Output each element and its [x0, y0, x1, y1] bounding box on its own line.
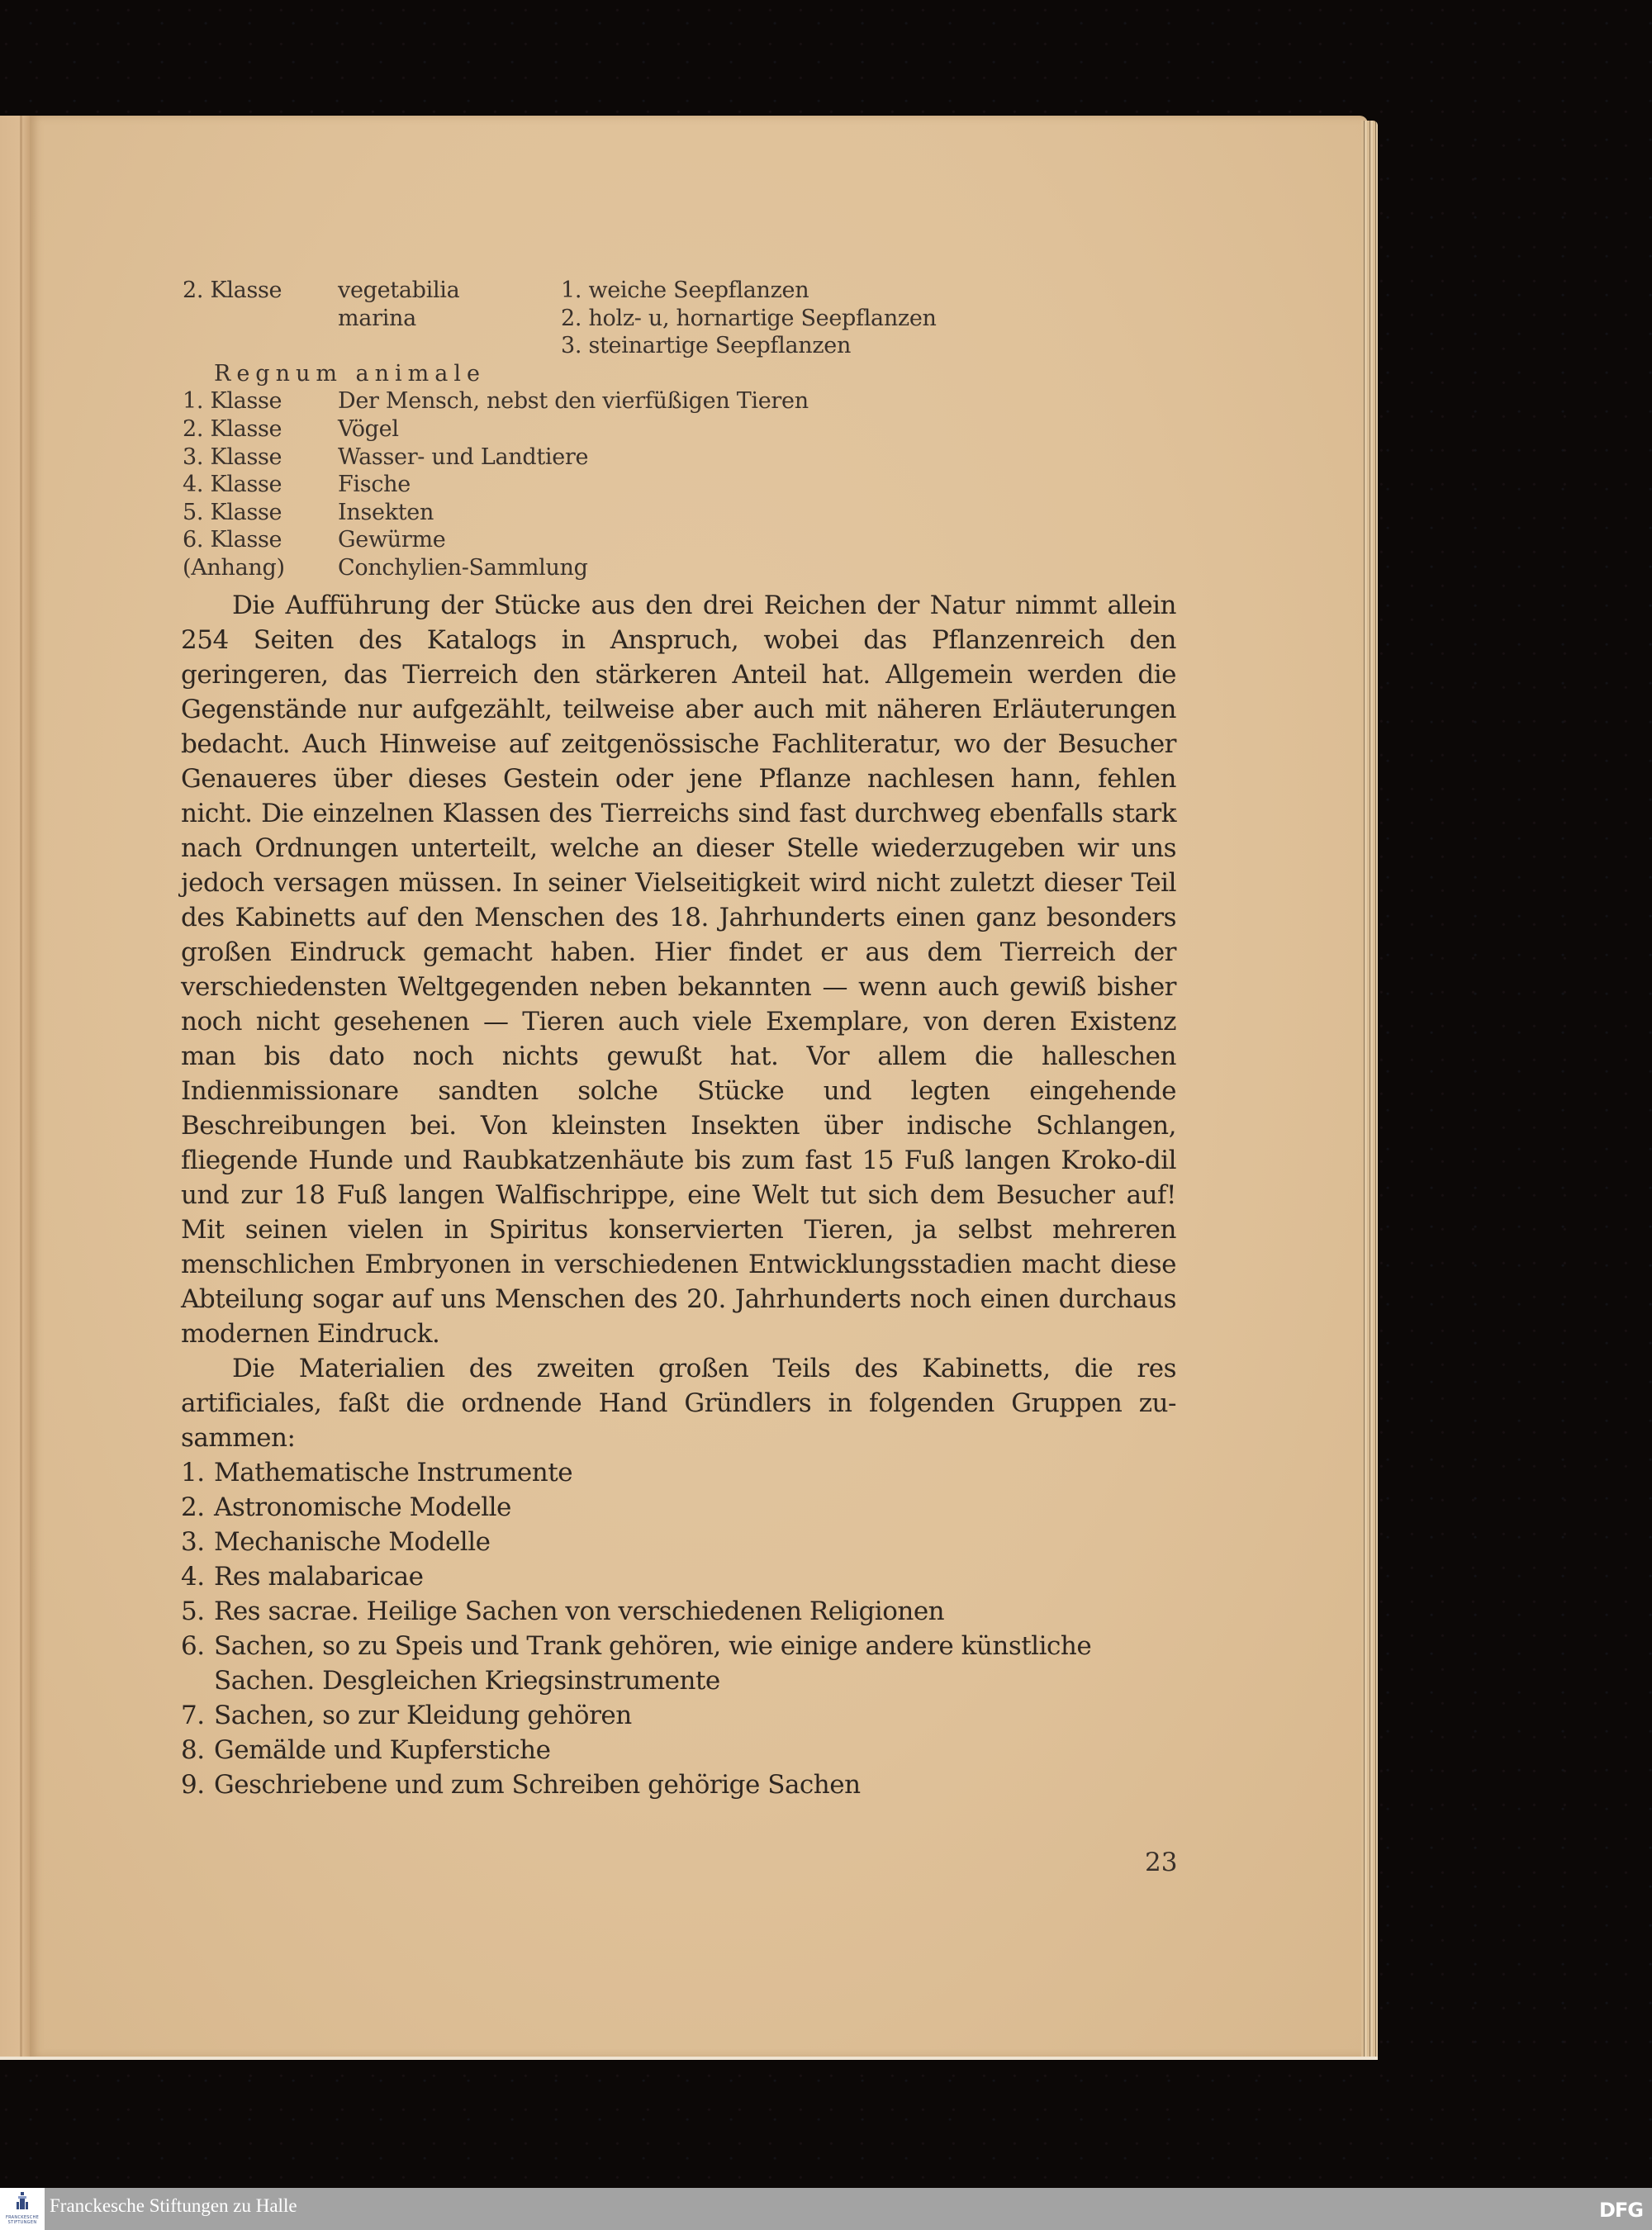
facing-page-edge	[0, 116, 30, 2059]
list-item	[181, 1698, 1176, 1733]
item-text: Res sacrae. Heilige Sachen von verschiedenen Religionen	[214, 1597, 945, 1626]
list-item	[181, 1455, 1176, 1490]
klasse-label: 3. Klasse	[183, 444, 282, 470]
franckesche-logo[interactable]	[0, 2188, 45, 2230]
item-number: 5.	[181, 1597, 205, 1626]
item-text: Gemälde und Kupferstiche	[214, 1735, 551, 1765]
list-item	[181, 1767, 1176, 1802]
item-text: Res malabaricae	[214, 1562, 424, 1592]
table-row	[183, 332, 937, 360]
list-item	[181, 1594, 1176, 1629]
institution-name[interactable]: Franckesche Stiftungen zu Halle	[50, 2195, 297, 2216]
logo-text: FRANCKESCHE STIFTUNGEN	[5, 2215, 40, 2225]
klasse-name: Conchylien-Sammlung	[338, 554, 588, 581]
klasse-label: 5. Klasse	[183, 499, 282, 525]
item-number: 9.	[181, 1770, 205, 1800]
list-item	[181, 1559, 1176, 1594]
groups-list	[181, 1455, 1176, 1802]
body-text	[181, 588, 1176, 1802]
regnum-row	[183, 387, 937, 415]
classification-table	[183, 277, 937, 582]
klasse-name: Insekten	[338, 499, 434, 525]
list-item	[181, 1490, 1176, 1525]
klasse-name: Wasser- und Landtiere	[338, 444, 589, 470]
list-item	[181, 1629, 1176, 1698]
list-item	[181, 1733, 1176, 1767]
klasse-label: 2. Klasse	[183, 415, 282, 442]
item-number: 3.	[181, 1527, 205, 1557]
list-item	[181, 1525, 1176, 1559]
table-row	[183, 277, 937, 305]
table-row	[183, 305, 937, 333]
regnum-row	[183, 444, 937, 472]
item-text: Sachen, so zu Speis und Trank gehören, wie einige andere künstliche Sachen. Desgleichen Kriegsinstrumente	[214, 1631, 1092, 1696]
item-text: Geschriebene und zum Schreiben gehörige Sachen	[214, 1770, 861, 1800]
klasse-label: (Anhang)	[183, 554, 285, 581]
regnum-row	[183, 415, 937, 444]
item-text: Astronomische Modelle	[214, 1492, 511, 1522]
klasse-name: marina	[338, 305, 416, 331]
regnum-row	[183, 526, 937, 554]
subitem: 3. steinartige Seepflanzen	[561, 333, 852, 359]
klasse-name: Gewürme	[338, 527, 446, 553]
dfg-logo[interactable]: DFG	[1598, 2199, 1643, 2222]
regnum-heading	[183, 360, 937, 388]
subitem: 2. holz- u, hornartige Seepflanzen	[561, 305, 937, 331]
klasse-label: 4. Klasse	[183, 472, 282, 498]
klasse-name: vegetabilia	[338, 278, 460, 303]
regnum-row	[183, 499, 937, 527]
item-text: Sachen, so zur Kleidung gehören	[214, 1701, 632, 1730]
klasse-name: Der Mensch, nebst den vierfüßigen Tieren	[338, 388, 809, 415]
item-number: 1.	[181, 1458, 205, 1487]
klasse-name: Vögel	[338, 415, 399, 442]
logo-figure-icon	[17, 2192, 28, 2210]
paragraph: Die Aufführung der Stücke aus den drei Reichen der Natur nimmt allein 254 Seiten des Katalogs in Anspruch, wobei das Pflanzenreich den geringeren, das Tierreich den stärkeren Anteil hat. Allgemein werden die Gegenstände nur aufgezählt, teilweise aber auch mit näheren Erläuterungen bedacht. Auch Hinweise auf zeitgenössische Fachliteratur, wo der Besucher Genaueres über dieses Gestein oder jene Pflanze nachlesen hann, fehlen nicht. Die einzelnen Klassen des Tierreichs sind fast durchweg ebenfalls stark nach Ordnungen unterteilt, welche an dieser Stelle wiederzugeben wir uns jedoch versagen müssen. In seiner Vielseitigkeit wird nicht zuletzt dieser Teil des Kabinetts auf den Menschen des 18. Jahrhunderts einen ganz besonders großen Eindruck gemacht haben. Hier findet er aus dem Tierreich der verschiedensten Weltgegenden neben bekannten — wenn auch gewiß bisher noch nicht gesehenen — Tieren auch viele Exemplare, von deren Existenz man bis dato noch nichts gewußt hat. Vor allem die halleschen Indienmissionare sandten solche Stücke und legten eingehende Beschreibungen bei. Von kleinsten Insekten über indische Schlangen, fliegende Hunde und Raubkatzenhäute bis zum fast 15 Fuß langen Kroko-dil und zur 18 Fuß langen Walfischrippe, eine Welt tut sich dem Besucher auf! Mit seinen vielen in Spiritus konservierten Tieren, ja selbst mehreren menschlichen Embryonen in verschiedenen Entwicklungsstadien macht diese Abteilung sogar auf uns Menschen des 20. Jahrhunderts noch einen durchaus modernen Eindruck.	[181, 591, 1176, 1349]
page-bottom-edge	[0, 2057, 1378, 2060]
page-number: 23	[1145, 1848, 1178, 1877]
item-number: 8.	[181, 1735, 205, 1765]
item-number: 7.	[181, 1701, 205, 1730]
item-text: Mathematische Instrumente	[214, 1458, 573, 1487]
klasse-label: 6. Klasse	[183, 527, 282, 553]
klasse-label: 1. Klasse	[183, 388, 282, 415]
paragraph: Die Materialien des zweiten großen Teils des Kabinetts, die res artificiales, faßt die ordnende Hand Gründlers in folgenden Gruppen zu-sammen:	[181, 1354, 1176, 1453]
klasse-label: 2. Klasse	[183, 278, 282, 303]
regnum-row	[183, 554, 937, 582]
item-number: 6.	[181, 1631, 205, 1661]
subitem: 1. weiche Seepflanzen	[561, 278, 809, 303]
klasse-name: Fische	[338, 472, 411, 498]
item-number: 2.	[181, 1492, 205, 1522]
item-text: Mechanische Modelle	[214, 1527, 491, 1557]
regnum-row	[183, 471, 937, 499]
page-stack-edges	[1361, 121, 1378, 2058]
footer-bar	[0, 2188, 1652, 2230]
item-number: 4.	[181, 1562, 205, 1592]
regnum-heading-text: Regnum animale	[214, 360, 486, 387]
